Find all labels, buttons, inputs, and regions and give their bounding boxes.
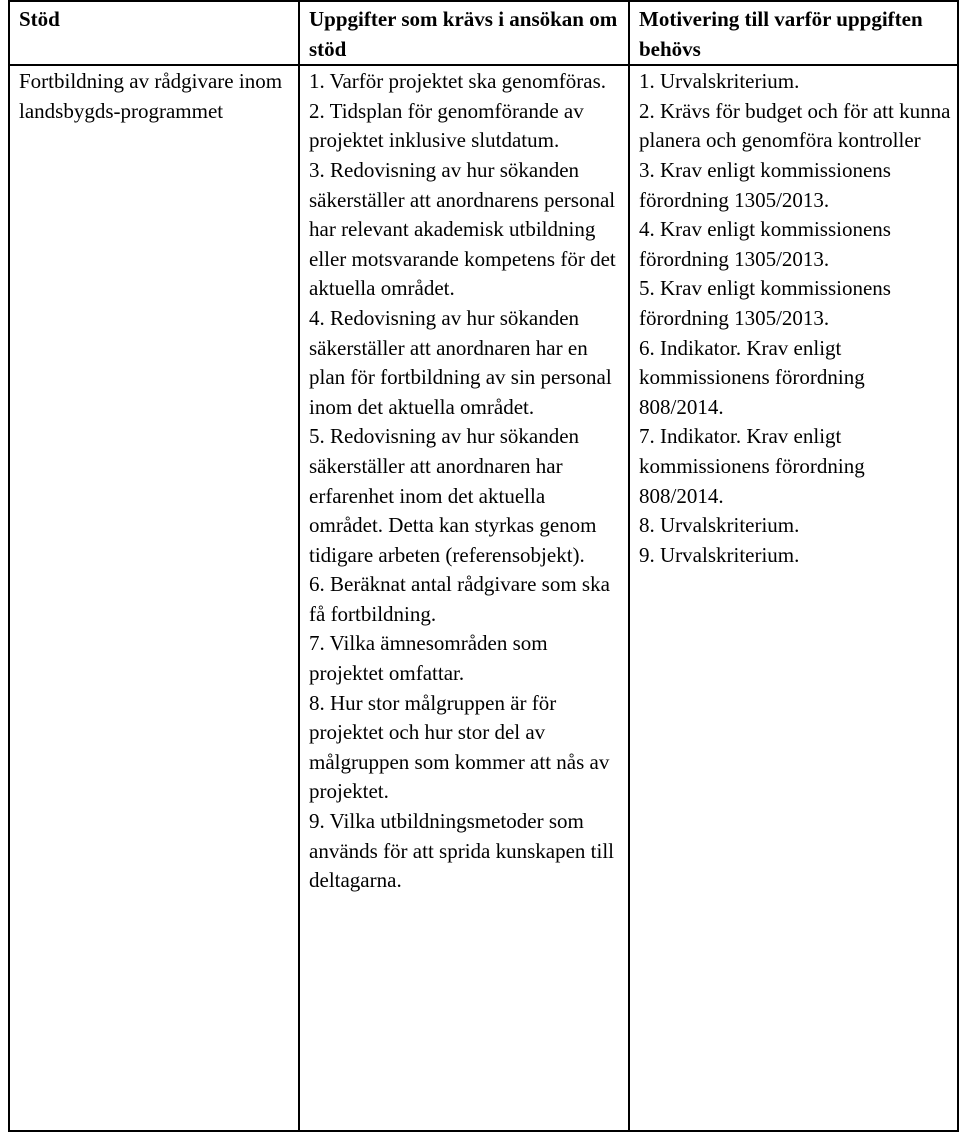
header-uppgifter: Uppgifter som krävs i ansökan om stöd [299,1,629,65]
uppgift-item-5: 5. Redovisning av hur sökanden säkerställer att anordnaren har erfarenhet inom det aktuella området. Detta kan styrkas genom tidigare arbeten (referensobjekt). [309,424,597,567]
uppgift-item-9: 9. Vilka utbildningsmetoder som används för att sprida kunskapen till deltagarna. [309,809,615,893]
uppgift-item-2: 2. Tidsplan för genomförande av projektet inklusive slutdatum. [309,98,584,153]
uppgift-item-3: 3. Redovisning av hur sökanden säkerställer att anordnarens personal har relevant akademisk utbildning eller motsvarande kompetens för det aktuella området. [309,157,616,301]
motivering-cell [629,65,958,1131]
requirements-table [8,0,959,1132]
motivering-item-2: 2. Krävs för budget och för att kunna planera och genomföra kontroller [639,98,951,153]
motivering-item-4: 4. Krav enligt kommissionens förordning 1305/2013. [639,217,891,271]
motivering-item-5: 5. Krav enligt kommissionens förordning 1305/2013. [639,276,891,330]
motivering-item-3: 3. Krav enligt kommissionens förordning 1305/2013. [639,157,891,212]
table-row [9,65,958,1131]
motivering-item-6: 6. Indikator. Krav enligt kommissionens förordning 808/2014. [639,335,865,419]
uppgift-item-4: 4. Redovisning av hur sökanden säkerställer att anordnaren har en plan för fortbildning av sin personal inom det aktuella området. [309,305,612,419]
header-motivering: Motivering till varför uppgiften behövs [629,1,958,65]
uppgift-item-6: 6. Beräknat antal rådgivare som ska få fortbildning. [309,572,610,626]
uppgift-item-1: 1. Varför projektet ska genomföras. [309,69,607,94]
motivering-item-1: 1. Urvalskriterium. [639,69,800,94]
header-stod: Stöd [9,1,299,65]
motivering-item-7: 7. Indikator. Krav enligt kommissionens förordning 808/2014. [639,424,865,508]
uppgifter-cell [299,65,629,1131]
uppgift-item-7: 7. Vilka ämnesområden som projektet omfattar. [309,631,548,686]
motivering-item-8: 8. Urvalskriterium. [639,513,800,538]
uppgift-item-8: 8. Hur stor målgruppen är för projektet och hur stor del av målgruppen som kommer att nås av projektet. [309,690,610,804]
header-row [9,1,958,65]
motivering-item-9: 9. Urvalskriterium. [639,542,800,567]
stod-cell [9,65,299,1131]
stod-text: Fortbildning av rådgivare inom landsbygds-programmet [19,69,283,123]
